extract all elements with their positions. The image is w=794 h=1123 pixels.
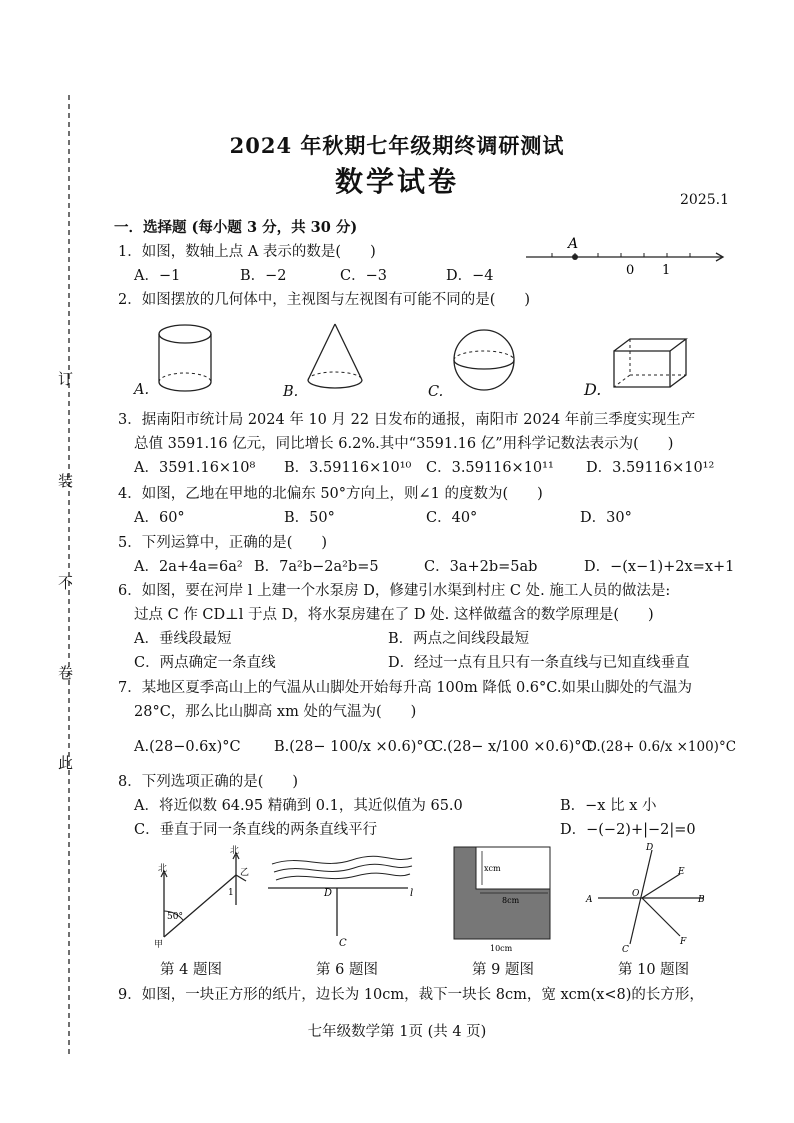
q4-stem: 4．如图，乙地在甲地的北偏东 50°方向上，则∠1 的度数为( )	[118, 486, 543, 502]
q5-option-b: B．7a²b−2a²b=5	[254, 559, 379, 575]
q6-option-c: C．两点确定一条直线	[134, 655, 276, 671]
fig9-10cm-label: 10cm	[490, 944, 513, 953]
q1-one-label: 1	[662, 263, 671, 278]
q1-zero-label: 0	[626, 263, 635, 278]
q2-option-a: A.	[134, 382, 150, 398]
q6-option-b: B．两点之间线段最短	[388, 631, 530, 647]
binding-char-2: 装	[58, 472, 74, 490]
fig6-d-label: D	[324, 888, 333, 899]
q7-option-a: A.(28−0.6x)°C	[134, 739, 241, 755]
fig4-direction-diagram	[148, 845, 258, 950]
q6-option-d: D．经过一点有且只有一条直线与已知直线垂直	[388, 655, 690, 671]
fig4-angle-label: 50°	[167, 912, 183, 922]
fig6-c-label: C	[339, 938, 347, 949]
q5-option-a: A．2a+4a=6a²	[134, 559, 243, 575]
q6-stem-line1: 6．如图，要在河岸 l 上建一个水泵房 D，修建引水渠到村庄 C 处. 施工人员的做法是:	[118, 583, 671, 599]
fig9-paper-diagram	[450, 845, 560, 955]
q7-option-b: B.(28− 100/x ×0.6)°C	[274, 739, 435, 755]
q3-stem-line2: 总值 3591.16 亿元，同比增长 6.2%.其中“3591.16 亿”用科学记数法表示为( )	[134, 436, 674, 452]
q6-option-a: A．垂线段最短	[134, 631, 232, 647]
cuboid-figure	[608, 335, 698, 395]
q4-option-c: C．40°	[426, 510, 478, 526]
q2-stem: 2．如图摆放的几何体中，主视图与左视图有可能不同的是( )	[118, 292, 531, 308]
fig6-caption: 第 6 题图	[316, 962, 378, 978]
fig4-angle1-label: 1	[228, 888, 234, 898]
q3-stem-line1: 3．据南阳市统计局 2024 年 10 月 22 日发布的通报，南阳市 2024 年前三季度实现生产	[118, 412, 696, 428]
q7-stem-line1: 7．某地区夏季高山上的气温从山脚处开始每升高 100m 降低 0.6°C.如果山脚处的气温为	[118, 680, 692, 696]
q1-option-b: B．−2	[240, 268, 287, 284]
fig10-o-label: O	[632, 889, 640, 899]
q1-option-c: C．−3	[340, 268, 387, 284]
q2-option-c: C.	[428, 384, 444, 400]
fig4-north-label-1: 北	[158, 864, 168, 874]
q5-stem: 5．下列运算中，正确的是( )	[118, 535, 328, 551]
q1-point-label: A	[568, 236, 579, 252]
fig4-yi-label: 乙	[240, 868, 250, 878]
fig9-8cm-label: 8cm	[502, 896, 520, 905]
q1-stem: 1．如图，数轴上点 A 表示的数是( )	[118, 244, 376, 260]
fig10-a-label: A	[586, 895, 593, 905]
q8-option-b: B．−x 比 x 小	[560, 798, 657, 814]
q7-option-d: D.(28+ 0.6/x ×100)°C	[586, 739, 737, 755]
exam-date: 2025.1	[680, 192, 729, 208]
fig4-jia-label: 甲	[154, 940, 164, 950]
q8-option-c: C．垂直于同一条直线的两条直线平行	[134, 822, 378, 838]
sphere-figure	[446, 322, 522, 398]
fig10-c-label: C	[622, 945, 629, 955]
exam-subtitle: 数学试卷	[334, 165, 459, 198]
fig6-river-diagram	[262, 850, 422, 950]
q7-stem-line2: 28°C，那么比山脚高 xm 处的气温为( )	[134, 704, 417, 720]
binding-char-4: 卷	[58, 664, 74, 682]
q5-option-c: C．3a+2b=5ab	[424, 559, 538, 575]
fig10-b-label: B	[698, 895, 705, 905]
q4-option-a: A．60°	[134, 510, 185, 526]
fig10-e-label: E	[678, 867, 685, 877]
q3-option-b: B．3.59116×10¹⁰	[284, 460, 412, 476]
q3-option-d: D．3.59116×10¹²	[586, 460, 715, 476]
binding-char-3: 不	[58, 574, 74, 592]
q6-stem-line2: 过点 C 作 CD⊥l 于点 D，将水泵房建在了 D 处. 这样做蕴含的数学原理是( )	[134, 607, 654, 623]
page-footer: 七年级数学第 1页 (共 4 页)	[307, 1024, 487, 1040]
binding-char-5: 此	[58, 754, 74, 772]
fig10-caption: 第 10 题图	[618, 962, 690, 978]
q4-option-d: D．30°	[580, 510, 632, 526]
q1-option-a: A．−1	[134, 268, 181, 284]
q8-stem: 8．下列选项正确的是( )	[118, 774, 299, 790]
fig4-caption: 第 4 题图	[160, 962, 222, 978]
q9-stem: 9．如图，一块正方形的纸片，边长为 10cm，裁下一块长 8cm，宽 xcm(x<8)的长方形，	[118, 987, 704, 1003]
q1-number-line	[522, 230, 732, 280]
q5-option-d: D．−(x−1)+2x=x+1	[584, 559, 735, 575]
section-heading: 一．选择题 (每小题 3 分，共 30 分)	[114, 219, 358, 236]
fig4-north-label-2: 北	[230, 846, 240, 856]
fig10-d-label: D	[646, 843, 654, 853]
q3-option-a: A．3591.16×10⁸	[134, 460, 256, 476]
cone-figure	[300, 318, 370, 398]
q8-option-a: A．将近似数 64.95 精确到 0.1，其近似值为 65.0	[134, 798, 463, 814]
exam-title: 2024 年秋期七年级期终调研测试	[229, 133, 565, 158]
q4-option-b: B．50°	[284, 510, 335, 526]
fig6-l-label: l	[410, 888, 414, 899]
q8-option-d: D．−(−2)+|−2|=0	[560, 822, 696, 838]
fig10-f-label: F	[680, 937, 687, 947]
q1-option-d: D．−4	[446, 268, 494, 284]
fig9-x-label: xcm	[484, 864, 501, 873]
q7-option-c: C.(28− x/100 ×0.6)°C	[432, 739, 593, 755]
q2-option-d: D.	[584, 380, 602, 399]
q3-option-c: C．3.59116×10¹¹	[426, 460, 554, 476]
q2-option-b: B.	[283, 384, 299, 400]
cylinder-figure	[150, 320, 220, 400]
fig9-caption: 第 9 题图	[472, 962, 534, 978]
binding-char-1: 订	[58, 370, 74, 388]
fig10-lines-diagram	[580, 840, 720, 955]
